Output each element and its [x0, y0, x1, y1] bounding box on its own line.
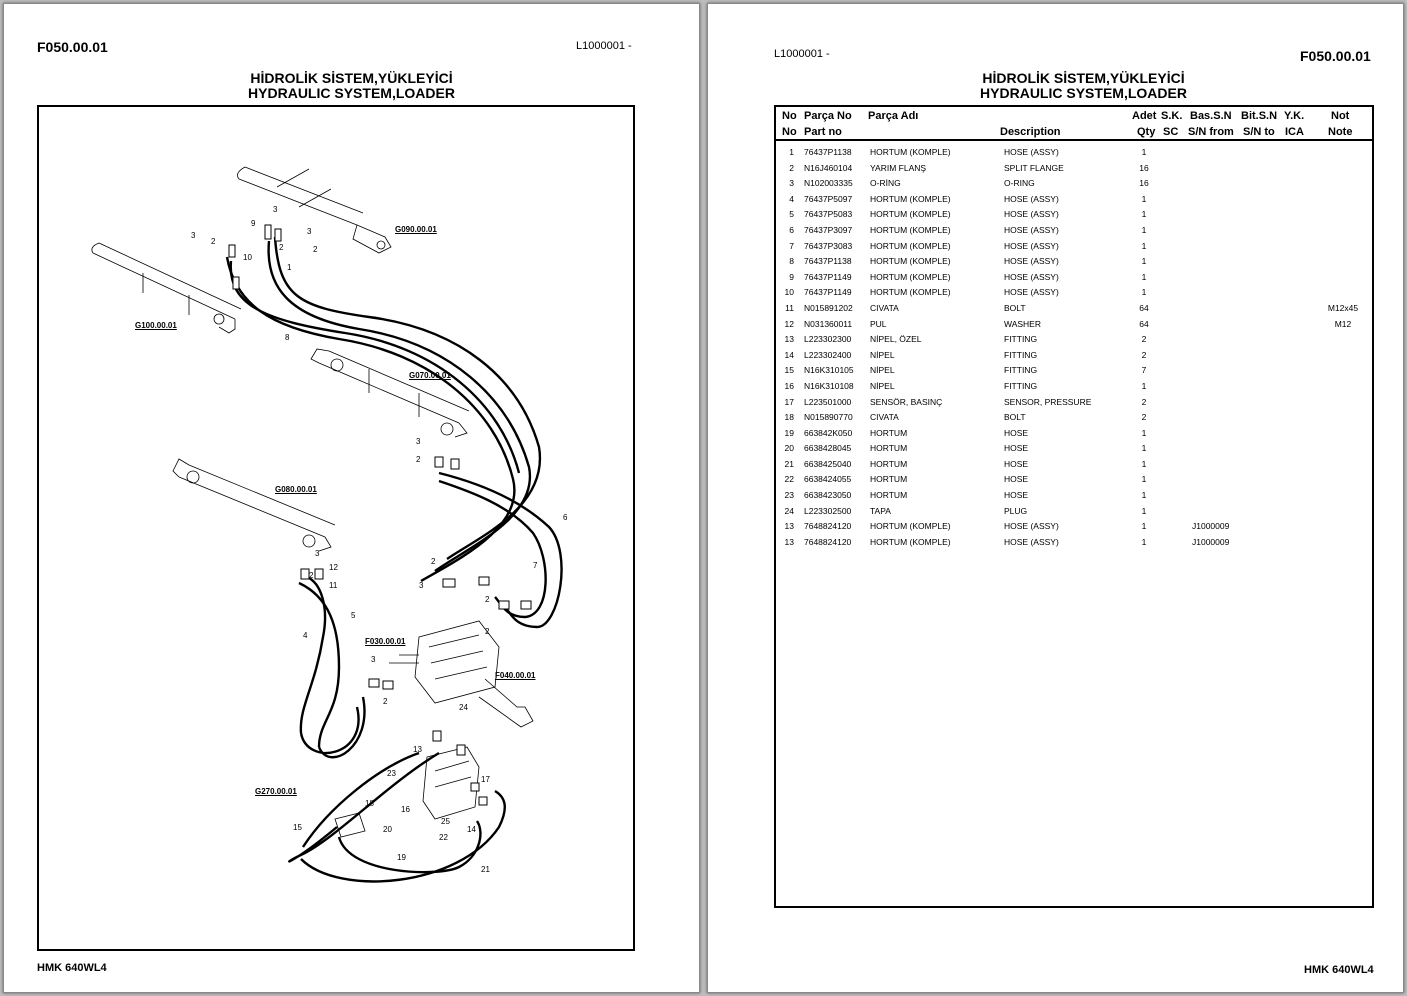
cell-desc: HOSE (ASSY)	[1004, 521, 1059, 532]
cell-name: HORTUM	[870, 490, 908, 501]
cell-desc: FITTING	[1004, 365, 1038, 376]
cell-desc: SPLIT FLANGE	[1004, 162, 1064, 173]
callout-number[interactable]: 2	[309, 571, 314, 580]
cell-desc: HOSE (ASSY)	[1004, 193, 1059, 204]
title-turkish: HİDROLİK SİSTEM,YÜKLEYİCİ	[982, 70, 1185, 86]
cell-desc: FITTING	[1004, 380, 1038, 391]
cell-desc: WASHER	[1004, 318, 1041, 329]
table-row[interactable]	[776, 441, 1372, 457]
cell-desc: BOLT	[1004, 302, 1026, 313]
table-row[interactable]	[776, 223, 1372, 239]
table-row[interactable]	[776, 535, 1372, 551]
callout-number[interactable]: 5	[351, 611, 356, 620]
cell-desc: FITTING	[1004, 334, 1038, 345]
cell-no: 13	[784, 334, 794, 345]
cell-name: PUL	[870, 318, 887, 329]
pump-assembly	[335, 747, 479, 837]
cell-part: N16K310108	[804, 380, 854, 391]
cell-name: HORTUM (KOMPLE)	[870, 193, 951, 204]
hdr-note-en: Note	[1328, 126, 1353, 138]
cell-no: 3	[789, 178, 794, 189]
hdr-to-en: S/N to	[1243, 126, 1275, 138]
hdr-sc-en: SC	[1163, 126, 1179, 138]
ref-g100[interactable]: G100.00.01	[135, 321, 177, 330]
callout-number[interactable]: 18	[365, 799, 374, 808]
cell-name: SENSÖR, BASINÇ	[870, 396, 943, 407]
table-row[interactable]	[776, 285, 1372, 301]
page-footer: HMK 640WL4	[1304, 964, 1374, 976]
cell-qty: 1	[1141, 240, 1147, 251]
cell-part: N015890770	[804, 412, 853, 423]
cell-qty: 1	[1141, 193, 1147, 204]
cell-desc: HOSE (ASSY)	[1004, 147, 1059, 157]
title-english: HYDRAULIC SYSTEM,LOADER	[980, 85, 1187, 101]
cell-part: 76437P1138	[804, 147, 852, 157]
table-row[interactable]	[776, 301, 1372, 317]
cell-part: 76437P3083	[804, 240, 853, 251]
cell-no: 24	[784, 505, 794, 516]
hdr-desc-en: Description	[1000, 126, 1061, 138]
table-row[interactable]	[776, 472, 1372, 488]
cell-no: 18	[784, 412, 794, 423]
cell-part: 6638423050	[804, 490, 852, 501]
callout-number[interactable]: 20	[383, 825, 392, 834]
cell-no: 21	[784, 458, 794, 469]
cell-no: 14	[784, 349, 794, 360]
callout-number[interactable]: 3	[419, 581, 424, 590]
parts-table	[774, 105, 1374, 908]
cylinder-g080	[173, 459, 335, 551]
hdr-sc-tr: S.K.	[1161, 110, 1183, 122]
callout-number[interactable]: 3	[315, 549, 320, 558]
cell-qty: 1	[1141, 256, 1147, 267]
callout-number[interactable]: 19	[397, 853, 406, 862]
callout-number[interactable]: 12	[329, 563, 338, 572]
cell-part: 7648824120	[804, 536, 852, 547]
cell-no: 12	[784, 318, 794, 329]
cell-desc: HOSE	[1004, 474, 1029, 485]
table-row[interactable]	[776, 395, 1372, 411]
cell-no: 10	[784, 287, 794, 298]
cell-desc: HOSE (ASSY)	[1004, 536, 1059, 547]
cell-qty: 1	[1141, 209, 1147, 220]
cell-part: 76437P1149	[804, 287, 852, 298]
cell-name: O-RİNG	[870, 178, 901, 189]
page-code: F050.00.01	[37, 39, 108, 55]
hdr-from-tr: Bas.S.N	[1190, 110, 1232, 122]
cell-part: 6638428045	[804, 443, 852, 454]
page-footer: HMK 640WL4	[37, 962, 107, 974]
cell-qty: 2	[1141, 396, 1147, 407]
table-row[interactable]	[776, 207, 1372, 223]
cell-name: HORTUM (KOMPLE)	[870, 536, 951, 547]
table-row[interactable]	[776, 254, 1372, 270]
hdr-part-en: Part no	[804, 126, 842, 138]
callout-number[interactable]: 2	[431, 557, 436, 566]
cell-desc: HOSE (ASSY)	[1004, 240, 1059, 251]
callout-number[interactable]: 15	[293, 823, 302, 832]
cell-name: YARIM FLANŞ	[870, 162, 927, 173]
cell-name: HORTUM (KOMPLE)	[870, 224, 951, 235]
table-header-tr	[776, 109, 1372, 123]
cell-sn-from: J1000009	[1192, 521, 1230, 532]
cell-desc: HOSE (ASSY)	[1004, 271, 1059, 282]
hdr-qty-en: Qty	[1137, 126, 1156, 138]
page-title	[736, 71, 1407, 101]
cell-no: 9	[789, 271, 794, 282]
table-row[interactable]	[776, 192, 1372, 208]
callout-number[interactable]: 2	[485, 627, 490, 636]
cell-qty: 64	[1139, 302, 1149, 313]
cell-qty: 1	[1141, 458, 1147, 469]
cell-qty: 1	[1141, 490, 1147, 501]
cell-part: 6638425040	[804, 458, 852, 469]
cell-sn-from: J1000009	[1192, 536, 1230, 547]
cell-no: 11	[785, 302, 794, 313]
right-page	[707, 3, 1404, 993]
callout-number[interactable]: 16	[401, 805, 410, 814]
cell-part: 7648824120	[804, 521, 852, 532]
cell-name: NİPEL	[870, 380, 895, 391]
ref-f040[interactable]: F040.00.01	[495, 671, 536, 680]
callout-number[interactable]: 13	[413, 745, 422, 754]
ref-g070[interactable]: G070.00.01	[409, 371, 451, 380]
callout-number[interactable]: 24	[459, 703, 468, 712]
cell-note: M12	[1334, 318, 1352, 329]
cell-note: M12x45	[1327, 302, 1359, 313]
cell-qty: 7	[1141, 365, 1147, 376]
callout-number[interactable]: 1	[287, 263, 292, 272]
cell-qty: 1	[1141, 443, 1147, 454]
callout-number[interactable]: 9	[251, 219, 256, 228]
parts-body	[776, 145, 1372, 550]
hdr-qty-tr: Adet	[1132, 110, 1157, 122]
table-row[interactable]	[776, 519, 1372, 535]
cell-qty: 64	[1139, 318, 1149, 329]
cell-name: CIVATA	[870, 302, 899, 313]
callout-number[interactable]: 14	[467, 825, 476, 834]
cell-part: 76437P3097	[804, 224, 853, 235]
hdr-to-tr: Bit.S.N	[1241, 110, 1278, 122]
ref-f030[interactable]: F030.00.01	[365, 637, 406, 646]
callout-number[interactable]: 25	[441, 817, 450, 826]
hdr-no-en: No	[782, 126, 797, 138]
cell-name: HORTUM	[870, 458, 908, 469]
cell-qty: 1	[1141, 147, 1147, 157]
cylinder-g070	[311, 349, 469, 437]
cell-no: 23	[784, 490, 794, 501]
table-row[interactable]	[776, 332, 1372, 348]
hdr-ica-tr: Y.K.	[1284, 110, 1305, 122]
cell-qty: 16	[1139, 162, 1149, 173]
cell-no: 15	[784, 365, 794, 376]
ref-g090[interactable]: G090.00.01	[395, 225, 437, 234]
cell-no: 22	[784, 474, 794, 485]
callout-number[interactable]: 7	[533, 561, 538, 570]
cell-part: N102003335	[804, 178, 853, 189]
callout-number[interactable]: 3	[191, 231, 196, 240]
serial-range: L1000001 -	[774, 48, 830, 60]
hdr-no-tr: No	[782, 110, 797, 122]
callout-number[interactable]: 21	[481, 865, 490, 874]
cell-qty: 1	[1141, 380, 1147, 391]
callout-number[interactable]: 8	[285, 333, 290, 342]
cell-name: HORTUM	[870, 474, 908, 485]
callout-number[interactable]: 2	[211, 237, 216, 246]
cell-part: N16K310105	[804, 365, 854, 376]
cell-part: 76437P1149	[804, 271, 852, 282]
cell-qty: 2	[1141, 412, 1147, 423]
callout-number[interactable]: 23	[387, 769, 396, 778]
cell-no: 8	[789, 256, 794, 267]
table-header-en	[776, 125, 1372, 139]
table-row[interactable]	[776, 176, 1372, 192]
cell-no: 2	[789, 162, 794, 173]
cell-desc: HOSE (ASSY)	[1004, 224, 1059, 235]
cylinder-g100	[92, 243, 241, 333]
hdr-part-tr: Parça No	[804, 110, 852, 122]
callout-number[interactable]: 17	[481, 775, 490, 784]
cell-qty: 1	[1141, 271, 1147, 282]
cell-no: 5	[789, 209, 794, 220]
callout-number[interactable]: 4	[303, 631, 308, 640]
table-row[interactable]	[776, 239, 1372, 255]
ref-g080[interactable]: G080.00.01	[275, 485, 317, 494]
callout-number[interactable]: 3	[307, 227, 312, 236]
cell-desc: SENSOR, PRESSURE	[1004, 396, 1092, 407]
cell-name: HORTUM	[870, 443, 908, 454]
cell-desc: BOLT	[1004, 412, 1026, 423]
title-turkish: HİDROLİK SİSTEM,YÜKLEYİCİ	[250, 70, 453, 86]
callout-number[interactable]: 2	[485, 595, 490, 604]
cell-part: 76437P5083	[804, 209, 853, 220]
hdr-note-tr: Not	[1331, 110, 1350, 122]
table-row[interactable]	[776, 161, 1372, 177]
cell-no: 20	[784, 443, 794, 454]
cell-part: 76437P5097	[804, 193, 853, 204]
callout-number[interactable]: 11	[329, 581, 338, 590]
cell-part: N031360011	[804, 318, 853, 329]
cell-qty: 1	[1141, 474, 1147, 485]
cell-qty: 1	[1141, 505, 1147, 516]
callout-number[interactable]: 6	[563, 513, 568, 522]
table-row[interactable]	[776, 379, 1372, 395]
cell-name: TAPA	[870, 505, 891, 516]
cell-part: L223302300	[804, 334, 852, 345]
callout-number[interactable]: 2	[279, 243, 284, 252]
cell-no: 13	[784, 536, 794, 547]
cell-qty: 2	[1141, 349, 1147, 360]
cell-no: 13	[784, 521, 794, 532]
table-row[interactable]	[776, 488, 1372, 504]
cell-no: 19	[784, 427, 794, 438]
cell-no: 1	[789, 147, 794, 157]
cell-qty: 1	[1141, 224, 1147, 235]
page-code: F050.00.01	[1300, 48, 1371, 64]
cell-name: HORTUM (KOMPLE)	[870, 287, 951, 298]
table-row[interactable]	[776, 504, 1372, 520]
cell-no: 17	[784, 396, 794, 407]
title-english: HYDRAULIC SYSTEM,LOADER	[248, 85, 455, 101]
cell-part: 663842K050	[804, 427, 853, 438]
cell-desc: HOSE	[1004, 443, 1029, 454]
cell-name: HORTUM (KOMPLE)	[870, 209, 951, 220]
cell-desc: HOSE	[1004, 490, 1029, 501]
cell-no: 4	[789, 193, 794, 204]
cell-qty: 2	[1141, 334, 1147, 345]
table-row[interactable]	[776, 363, 1372, 379]
hdr-from-en: S/N from	[1188, 126, 1234, 138]
cell-desc: PLUG	[1004, 505, 1028, 516]
table-row[interactable]	[776, 426, 1372, 442]
cell-desc: HOSE	[1004, 458, 1029, 469]
fittings	[229, 225, 531, 805]
cell-qty: 16	[1139, 178, 1149, 189]
cell-qty: 1	[1141, 521, 1147, 532]
cell-part: N015891202	[804, 302, 853, 313]
table-row[interactable]	[776, 410, 1372, 426]
cell-no: 16	[784, 380, 794, 391]
cell-name: HORTUM (KOMPLE)	[870, 521, 951, 532]
table-row[interactable]	[776, 270, 1372, 286]
serial-range: L1000001 -	[576, 40, 632, 52]
header-divider	[776, 139, 1372, 141]
cell-part: L223302500	[804, 505, 852, 516]
callout-number[interactable]: 3	[416, 437, 421, 446]
cell-name: HORTUM (KOMPLE)	[870, 147, 951, 157]
cell-name: HORTUM (KOMPLE)	[870, 240, 951, 251]
cell-desc: FITTING	[1004, 349, 1038, 360]
cell-part: N16J460104	[804, 162, 853, 173]
cell-desc: HOSE (ASSY)	[1004, 256, 1059, 267]
table-row[interactable]	[776, 457, 1372, 473]
table-row[interactable]	[776, 145, 1372, 161]
hdr-ica-en: ICA	[1285, 126, 1304, 138]
cell-name: NİPEL, ÖZEL	[870, 334, 922, 345]
callout-number[interactable]: 10	[243, 253, 252, 262]
hydraulic-diagram	[39, 107, 633, 949]
ref-g270[interactable]: G270.00.01	[255, 787, 297, 796]
cylinder-g090	[237, 167, 391, 253]
page-title	[4, 71, 699, 101]
hdr-name-tr: Parça Adı	[868, 110, 919, 122]
callout-number[interactable]: 2	[313, 245, 318, 254]
cell-name: CIVATA	[870, 412, 899, 423]
table-row[interactable]	[776, 348, 1372, 364]
hoses	[227, 237, 562, 881]
cell-name: NİPEL	[870, 349, 895, 360]
cell-name: HORTUM	[870, 427, 908, 438]
callout-number[interactable]: 2	[383, 697, 388, 706]
cell-part: 6638424055	[804, 474, 852, 485]
cell-part: L223501000	[804, 396, 852, 407]
cell-no: 7	[789, 240, 794, 251]
cell-qty: 1	[1141, 287, 1147, 298]
cell-qty: 1	[1141, 427, 1147, 438]
cell-name: HORTUM (KOMPLE)	[870, 271, 951, 282]
callout-number[interactable]: 22	[439, 833, 448, 842]
exploded-drawing	[37, 105, 635, 951]
callout-number[interactable]: 3	[273, 205, 278, 214]
left-page	[3, 3, 700, 993]
callout-number[interactable]: 3	[371, 655, 376, 664]
callout-number[interactable]: 2	[416, 455, 421, 464]
table-row[interactable]	[776, 317, 1372, 333]
cell-part: L223302400	[804, 349, 852, 360]
cell-name: NİPEL	[870, 365, 895, 376]
cell-desc: HOSE	[1004, 427, 1029, 438]
cell-no: 6	[789, 224, 794, 235]
cell-part: 76437P1138	[804, 256, 852, 267]
cell-desc: HOSE (ASSY)	[1004, 209, 1059, 220]
cell-name: HORTUM (KOMPLE)	[870, 256, 951, 267]
cell-desc: HOSE (ASSY)	[1004, 287, 1059, 298]
cell-desc: O-RING	[1004, 178, 1035, 189]
cell-qty: 1	[1141, 536, 1147, 547]
